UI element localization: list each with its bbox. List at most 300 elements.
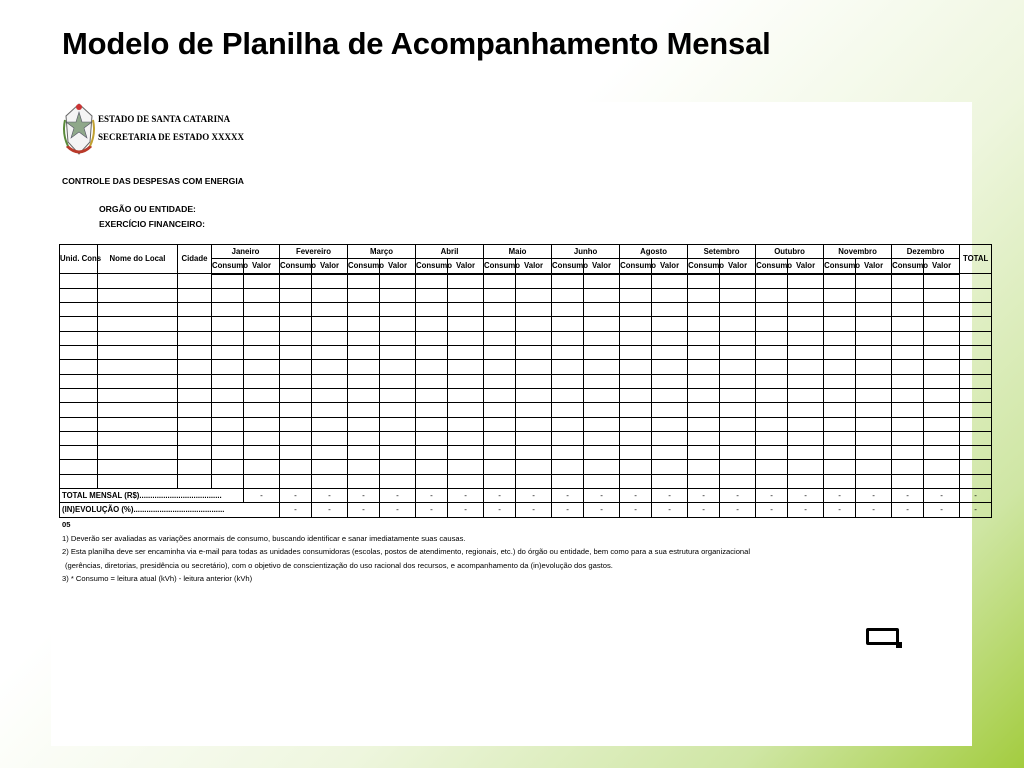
table-cell bbox=[178, 331, 212, 345]
total-cell: - bbox=[892, 489, 924, 503]
table-cell bbox=[244, 360, 280, 374]
table-cell bbox=[312, 417, 348, 431]
table-cell bbox=[960, 303, 992, 317]
evolution-cell: - bbox=[892, 503, 924, 517]
table-cell bbox=[584, 431, 620, 445]
table-cell bbox=[788, 288, 824, 302]
table-cell bbox=[584, 274, 620, 289]
table-cell bbox=[60, 460, 98, 474]
table-cell bbox=[484, 403, 516, 417]
table-cell bbox=[280, 460, 312, 474]
table-cell bbox=[924, 431, 960, 445]
table-cell bbox=[960, 288, 992, 302]
table-cell bbox=[98, 403, 178, 417]
table-cell bbox=[60, 417, 98, 431]
table-cell bbox=[312, 346, 348, 360]
table-cell bbox=[756, 288, 788, 302]
table-cell bbox=[280, 303, 312, 317]
table-cell bbox=[756, 431, 788, 445]
evolution-cell: - bbox=[416, 503, 448, 517]
table-cell bbox=[516, 403, 552, 417]
table-cell bbox=[178, 303, 212, 317]
table-cell bbox=[856, 403, 892, 417]
table-cell bbox=[924, 303, 960, 317]
table-cell bbox=[516, 303, 552, 317]
table-cell bbox=[824, 331, 856, 345]
table-cell bbox=[212, 374, 244, 388]
table-cell bbox=[416, 360, 448, 374]
header-valor: Valor bbox=[652, 259, 688, 274]
evolution-cell: - bbox=[720, 503, 756, 517]
table-row bbox=[60, 403, 992, 417]
table-cell bbox=[756, 417, 788, 431]
table-cell bbox=[688, 288, 720, 302]
table-cell bbox=[280, 417, 312, 431]
table-cell bbox=[720, 360, 756, 374]
table-cell bbox=[178, 360, 212, 374]
table-cell bbox=[178, 388, 212, 402]
table-cell bbox=[924, 346, 960, 360]
table-cell bbox=[788, 317, 824, 331]
table-cell bbox=[416, 374, 448, 388]
table-cell bbox=[448, 303, 484, 317]
table-cell bbox=[552, 446, 584, 460]
table-cell bbox=[212, 446, 244, 460]
table-cell bbox=[516, 474, 552, 488]
total-cell: - bbox=[348, 489, 380, 503]
organ-label: ORGÃO OU ENTIDADE: bbox=[99, 204, 196, 214]
table-cell bbox=[788, 388, 824, 402]
table-cell bbox=[720, 331, 756, 345]
table-cell bbox=[516, 374, 552, 388]
table-cell bbox=[960, 460, 992, 474]
header-month: Março bbox=[348, 245, 416, 259]
table-cell bbox=[620, 403, 652, 417]
table-cell bbox=[552, 331, 584, 345]
table-cell bbox=[584, 288, 620, 302]
evolution-cell: - bbox=[484, 503, 516, 517]
table-cell bbox=[244, 474, 280, 488]
table-cell bbox=[280, 360, 312, 374]
table-cell bbox=[620, 317, 652, 331]
table-cell bbox=[448, 417, 484, 431]
table-cell bbox=[856, 346, 892, 360]
table-cell bbox=[960, 274, 992, 289]
table-cell bbox=[484, 417, 516, 431]
table-cell bbox=[960, 388, 992, 402]
table-cell bbox=[244, 303, 280, 317]
table-cell bbox=[552, 346, 584, 360]
header-valor: Valor bbox=[516, 259, 552, 274]
table-cell bbox=[892, 288, 924, 302]
table-cell bbox=[484, 331, 516, 345]
table-cell bbox=[448, 331, 484, 345]
table-cell bbox=[552, 460, 584, 474]
table-cell bbox=[788, 274, 824, 289]
header-valor: Valor bbox=[380, 259, 416, 274]
table-cell bbox=[652, 374, 688, 388]
table-cell bbox=[312, 288, 348, 302]
header-month: Dezembro bbox=[892, 245, 960, 259]
evolution-cell: - bbox=[924, 503, 960, 517]
table-cell bbox=[688, 388, 720, 402]
table-cell bbox=[178, 474, 212, 488]
table-cell bbox=[924, 388, 960, 402]
total-cell: - bbox=[720, 489, 756, 503]
evolution-row bbox=[60, 503, 992, 517]
table-cell bbox=[892, 274, 924, 289]
table-cell bbox=[178, 403, 212, 417]
header-month: Outubro bbox=[756, 245, 824, 259]
table-cell bbox=[312, 431, 348, 445]
total-cell: - bbox=[856, 489, 892, 503]
table-cell bbox=[280, 317, 312, 331]
table-cell bbox=[516, 274, 552, 289]
table-cell bbox=[552, 303, 584, 317]
header-city: Cidade bbox=[178, 245, 212, 274]
table-cell bbox=[280, 446, 312, 460]
table-cell bbox=[244, 288, 280, 302]
table-cell bbox=[348, 388, 380, 402]
table-cell bbox=[552, 360, 584, 374]
evolution-cell: - bbox=[788, 503, 824, 517]
total-cell: - bbox=[620, 489, 652, 503]
secretariat-name: SECRETARIA DE ESTADO XXXXX bbox=[98, 132, 244, 142]
table-cell bbox=[584, 346, 620, 360]
table-cell bbox=[348, 346, 380, 360]
table-cell bbox=[244, 403, 280, 417]
table-cell bbox=[584, 331, 620, 345]
table-cell bbox=[960, 417, 992, 431]
table-cell bbox=[312, 303, 348, 317]
table-cell bbox=[720, 346, 756, 360]
header-valor: Valor bbox=[856, 259, 892, 274]
table-cell bbox=[212, 331, 244, 345]
table-cell bbox=[856, 417, 892, 431]
header-consumo: Consumo bbox=[484, 259, 516, 274]
table-cell bbox=[824, 417, 856, 431]
table-row bbox=[60, 360, 992, 374]
header-month: Maio bbox=[484, 245, 552, 259]
table-cell bbox=[380, 374, 416, 388]
table-cell bbox=[584, 417, 620, 431]
table-cell bbox=[924, 446, 960, 460]
table-cell bbox=[552, 474, 584, 488]
table-cell bbox=[484, 474, 516, 488]
table-cell bbox=[380, 403, 416, 417]
header-row bbox=[60, 245, 992, 259]
evolution-cell: - bbox=[688, 503, 720, 517]
table-cell bbox=[516, 417, 552, 431]
table-cell bbox=[688, 474, 720, 488]
table-cell bbox=[756, 274, 788, 289]
table-cell bbox=[178, 431, 212, 445]
table-row bbox=[60, 446, 992, 460]
table-cell bbox=[552, 403, 584, 417]
evolution-label: (IN)EVOLUÇÃO (%).......................................... bbox=[60, 503, 280, 517]
total-cell: - bbox=[652, 489, 688, 503]
total-cell: - bbox=[516, 489, 552, 503]
header-consumo: Consumo bbox=[756, 259, 788, 274]
expense-table bbox=[59, 244, 992, 518]
total-cell: - bbox=[756, 489, 788, 503]
evolution-cell: - bbox=[348, 503, 380, 517]
table-cell bbox=[824, 274, 856, 289]
table-cell bbox=[856, 274, 892, 289]
table-cell bbox=[348, 460, 380, 474]
table-cell bbox=[516, 331, 552, 345]
table-cell bbox=[688, 431, 720, 445]
table-cell bbox=[824, 403, 856, 417]
table-cell bbox=[348, 274, 380, 289]
table-cell bbox=[516, 431, 552, 445]
table-cell bbox=[212, 417, 244, 431]
table-cell bbox=[620, 288, 652, 302]
evolution-cell: - bbox=[756, 503, 788, 517]
header-consumo: Consumo bbox=[892, 259, 924, 274]
table-cell bbox=[312, 374, 348, 388]
table-cell bbox=[348, 303, 380, 317]
table-cell bbox=[60, 317, 98, 331]
evolution-cell: - bbox=[280, 503, 312, 517]
header-valor: Valor bbox=[312, 259, 348, 274]
table-cell bbox=[484, 346, 516, 360]
table-cell bbox=[244, 460, 280, 474]
table-cell bbox=[178, 374, 212, 388]
table-cell bbox=[584, 403, 620, 417]
table-cell bbox=[960, 360, 992, 374]
table-cell bbox=[788, 331, 824, 345]
table-cell bbox=[348, 317, 380, 331]
table-cell bbox=[280, 331, 312, 345]
evolution-cell: - bbox=[620, 503, 652, 517]
table-cell bbox=[924, 417, 960, 431]
table-cell bbox=[620, 346, 652, 360]
total-cell: - bbox=[244, 489, 280, 503]
table-cell bbox=[60, 474, 98, 488]
table-cell bbox=[280, 403, 312, 417]
table-cell bbox=[448, 374, 484, 388]
table-cell bbox=[652, 360, 688, 374]
total-cell: - bbox=[688, 489, 720, 503]
table-cell bbox=[348, 446, 380, 460]
header-month: Setembro bbox=[688, 245, 756, 259]
table-cell bbox=[788, 431, 824, 445]
table-cell bbox=[484, 274, 516, 289]
table-cell bbox=[280, 374, 312, 388]
table-cell bbox=[380, 460, 416, 474]
table-cell bbox=[620, 460, 652, 474]
table-cell bbox=[416, 303, 448, 317]
total-cell: - bbox=[280, 489, 312, 503]
table-cell bbox=[484, 446, 516, 460]
total-cell: - bbox=[484, 489, 516, 503]
table-cell bbox=[212, 460, 244, 474]
table-cell bbox=[892, 346, 924, 360]
table-cell bbox=[416, 346, 448, 360]
table-cell bbox=[212, 360, 244, 374]
table-cell bbox=[380, 274, 416, 289]
table-cell bbox=[756, 446, 788, 460]
table-cell bbox=[244, 346, 280, 360]
table-cell bbox=[312, 460, 348, 474]
table-cell bbox=[98, 388, 178, 402]
table-cell bbox=[688, 403, 720, 417]
table-cell bbox=[516, 346, 552, 360]
table-cell bbox=[448, 474, 484, 488]
table-cell bbox=[448, 431, 484, 445]
header-valor: Valor bbox=[720, 259, 756, 274]
table-cell bbox=[856, 360, 892, 374]
total-cell: - bbox=[448, 489, 484, 503]
table-row bbox=[60, 374, 992, 388]
table-cell bbox=[824, 460, 856, 474]
table-cell bbox=[552, 417, 584, 431]
header-location-name: Nome do Local bbox=[98, 245, 178, 274]
fiscal-year-label: EXERCÍCIO FINANCEIRO: bbox=[99, 219, 205, 229]
table-cell bbox=[652, 460, 688, 474]
table-cell bbox=[856, 474, 892, 488]
table-cell bbox=[60, 374, 98, 388]
table-cell bbox=[280, 474, 312, 488]
table-cell bbox=[416, 460, 448, 474]
evolution-cell: - bbox=[448, 503, 484, 517]
table-cell bbox=[856, 374, 892, 388]
table-row bbox=[60, 274, 992, 289]
table-cell bbox=[824, 288, 856, 302]
table-cell bbox=[212, 317, 244, 331]
table-cell bbox=[60, 403, 98, 417]
table-cell bbox=[60, 360, 98, 374]
notes bbox=[62, 518, 750, 586]
table-cell bbox=[960, 317, 992, 331]
table-cell bbox=[620, 474, 652, 488]
table-cell bbox=[856, 460, 892, 474]
header-consumo: Consumo bbox=[348, 259, 380, 274]
table-cell bbox=[212, 474, 244, 488]
table-cell bbox=[720, 274, 756, 289]
table-cell bbox=[98, 474, 178, 488]
table-cell bbox=[98, 303, 178, 317]
table-cell bbox=[688, 360, 720, 374]
header-valor: Valor bbox=[244, 259, 280, 274]
table-cell bbox=[856, 317, 892, 331]
table-cell bbox=[348, 403, 380, 417]
table-cell bbox=[620, 360, 652, 374]
table-cell bbox=[98, 431, 178, 445]
table-cell bbox=[552, 274, 584, 289]
table-cell bbox=[788, 360, 824, 374]
table-cell bbox=[416, 274, 448, 289]
table-cell bbox=[960, 331, 992, 345]
table-cell bbox=[856, 446, 892, 460]
table-cell bbox=[348, 474, 380, 488]
table-cell bbox=[924, 360, 960, 374]
note-1: 1) Deverão ser avaliadas as variações anormais de consumo, buscando identificar e sanar imediatamente suas causas. bbox=[62, 533, 466, 543]
table-cell bbox=[244, 317, 280, 331]
total-cell: - bbox=[960, 489, 992, 503]
table-cell bbox=[244, 446, 280, 460]
total-row bbox=[60, 489, 992, 503]
table-cell bbox=[620, 431, 652, 445]
table-cell bbox=[484, 374, 516, 388]
table-cell bbox=[788, 446, 824, 460]
table-cell bbox=[824, 474, 856, 488]
table-cell bbox=[348, 417, 380, 431]
total-cell: - bbox=[380, 489, 416, 503]
table-cell bbox=[212, 288, 244, 302]
table-cell bbox=[178, 317, 212, 331]
table-cell bbox=[620, 303, 652, 317]
table-cell bbox=[824, 388, 856, 402]
table-cell bbox=[212, 403, 244, 417]
table-cell bbox=[620, 446, 652, 460]
table-cell bbox=[720, 446, 756, 460]
header-consumo: Consumo bbox=[688, 259, 720, 274]
table-cell bbox=[856, 431, 892, 445]
table-cell bbox=[924, 474, 960, 488]
table-cell bbox=[516, 388, 552, 402]
header-month: Janeiro bbox=[212, 245, 280, 259]
table-cell bbox=[688, 331, 720, 345]
table-cell bbox=[98, 317, 178, 331]
header-consumo: Consumo bbox=[552, 259, 584, 274]
table-cell bbox=[788, 374, 824, 388]
table-cell bbox=[584, 446, 620, 460]
table-cell bbox=[448, 460, 484, 474]
table-cell bbox=[212, 388, 244, 402]
total-cell: - bbox=[552, 489, 584, 503]
table-cell bbox=[98, 288, 178, 302]
table-cell bbox=[892, 388, 924, 402]
table-cell bbox=[312, 388, 348, 402]
table-cell bbox=[756, 331, 788, 345]
table-cell bbox=[788, 303, 824, 317]
table-cell bbox=[552, 374, 584, 388]
table-cell bbox=[960, 346, 992, 360]
table-cell bbox=[756, 317, 788, 331]
table-cell bbox=[348, 331, 380, 345]
note-3: 3) * Consumo = leitura atual (kVh) - leitura anterior (kVh) bbox=[62, 574, 253, 584]
table-cell bbox=[652, 388, 688, 402]
table-cell bbox=[652, 417, 688, 431]
table-cell bbox=[756, 460, 788, 474]
table-cell bbox=[98, 346, 178, 360]
header-month: Junho bbox=[552, 245, 620, 259]
table-cell bbox=[756, 346, 788, 360]
table-cell bbox=[516, 288, 552, 302]
table-cell bbox=[98, 374, 178, 388]
table-cell bbox=[720, 288, 756, 302]
table-cell bbox=[924, 317, 960, 331]
table-cell bbox=[60, 388, 98, 402]
total-cell: - bbox=[924, 489, 960, 503]
table-cell bbox=[892, 474, 924, 488]
table-cell bbox=[178, 288, 212, 302]
table-cell bbox=[178, 346, 212, 360]
table-cell bbox=[98, 360, 178, 374]
header-consumo: Consumo bbox=[416, 259, 448, 274]
table-cell bbox=[516, 317, 552, 331]
table-cell bbox=[824, 446, 856, 460]
header-unit: Unid. Cons bbox=[60, 245, 98, 274]
table-row bbox=[60, 303, 992, 317]
table-cell bbox=[924, 374, 960, 388]
total-label: TOTAL MENSAL (R$)...................................... bbox=[60, 489, 244, 503]
table-cell bbox=[652, 431, 688, 445]
table-cell bbox=[348, 431, 380, 445]
table-cell bbox=[516, 360, 552, 374]
